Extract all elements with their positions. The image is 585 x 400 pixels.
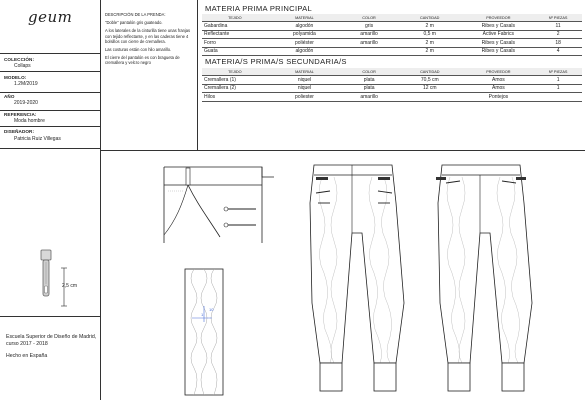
- school-line-1: Escuela Superior de Diseño de Madrid,: [6, 334, 97, 340]
- cell: Amos: [463, 84, 535, 92]
- header-cell: MATERIAL: [268, 68, 342, 76]
- header-cell: Nº PIEZAS: [534, 14, 582, 22]
- model-value: 1.2M/2019: [14, 81, 38, 87]
- cell: Gabardina: [202, 22, 268, 30]
- primary-materials-table: [202, 14, 582, 56]
- cell: Cremallera (1): [202, 76, 268, 84]
- cell: 18: [534, 39, 582, 47]
- cell: amarillo: [341, 30, 397, 38]
- dimension-label-b: 1: [201, 312, 204, 317]
- primary-materials-title: MATERIA PRIMA PRINCIPAL: [205, 4, 313, 13]
- description-title: DESCRIPCIÓN DE LA PRENDA:: [105, 12, 166, 17]
- year-label: AÑO: [4, 94, 15, 99]
- description-divider: [197, 0, 198, 150]
- designer-value: Patricia Ruiz Villegas: [14, 136, 61, 142]
- header-cell: Nº PIEZAS: [534, 68, 582, 76]
- cell: polyamida: [268, 30, 342, 38]
- trousers-front-view: [300, 163, 412, 395]
- cell: [534, 93, 582, 101]
- cell: 0,5 m: [397, 30, 463, 38]
- cell: 2 m: [397, 39, 463, 47]
- cell: 1: [534, 84, 582, 92]
- sidebar-rule-4: [0, 110, 100, 111]
- header-cell: COLOR: [341, 14, 397, 22]
- collection-label: COLECCIÓN:: [4, 57, 35, 62]
- table-header-row: [202, 14, 582, 22]
- garment-description: [105, 12, 193, 69]
- sidebar-rule-5: [0, 126, 100, 127]
- description-p3: Las costuras están con hilo amarillo.: [105, 47, 172, 53]
- cell: 2 m: [397, 47, 463, 55]
- description-p4: El cierre del pantalón es con bragueta de cremallera y velcro negro: [105, 55, 180, 66]
- cell: 11: [534, 22, 582, 30]
- secondary-materials-title: MATERIA/S PRIMA/S SECUNDARIA/S: [205, 57, 347, 66]
- cell: 2: [534, 30, 582, 38]
- cell: [341, 47, 397, 55]
- cell: 12 cm: [397, 84, 463, 92]
- cell: Amos: [463, 76, 535, 84]
- cell: Reflectante: [202, 30, 268, 38]
- cell: niquel: [268, 84, 342, 92]
- header-bottom-rule: [100, 150, 585, 151]
- table-row: [202, 47, 582, 55]
- sidebar-rule-7: [0, 316, 100, 317]
- cell: 70,5 cm: [397, 76, 463, 84]
- header-cell: MATERIAL: [268, 14, 342, 22]
- header-cell: PROVEEDOR: [463, 14, 535, 22]
- cell: Hilos: [202, 93, 268, 101]
- designer-label: DISEÑADOR:: [4, 129, 35, 134]
- cell: Guata: [202, 47, 268, 55]
- cell: Ribes y Casals: [463, 39, 535, 47]
- description-p1: "Doble" pantalón gris guateado.: [105, 20, 163, 26]
- cell: Active Fabrics: [463, 30, 535, 38]
- collection-value: Collaps: [14, 63, 31, 69]
- school-line-2: curso 2017 - 2018: [6, 341, 48, 347]
- reference-label: REFERENCIA:: [4, 112, 37, 117]
- table-row: [202, 84, 582, 92]
- secondary-materials-table: [202, 68, 582, 102]
- cell: 4: [534, 47, 582, 55]
- cell: algodón: [268, 22, 342, 30]
- cell: amarillo: [341, 93, 397, 101]
- made-in: Hecho en España: [6, 353, 48, 359]
- table-header-row: [202, 68, 582, 76]
- cell: 1: [534, 76, 582, 84]
- table-row: [202, 30, 582, 38]
- cell: gris: [341, 22, 397, 30]
- table-row: [202, 39, 582, 47]
- header-cell: TEJIDO: [202, 68, 268, 76]
- cell: 2 m: [397, 22, 463, 30]
- table-row: [202, 93, 582, 101]
- table-row: [202, 76, 582, 84]
- cell: poliéster: [268, 39, 342, 47]
- cell: plata: [341, 76, 397, 84]
- header-cell: TEJIDO: [202, 14, 268, 22]
- quilted-fabric-swatch: [184, 268, 224, 396]
- sidebar-rule-2: [0, 71, 100, 72]
- dimension-label-a: 10: [209, 307, 214, 312]
- header-cell: CANTIDAD: [397, 68, 463, 76]
- header-cell: PROVEEDOR: [463, 68, 535, 76]
- sidebar-divider: [100, 0, 101, 400]
- sidebar-rule-6: [0, 148, 100, 149]
- cell: poliester: [268, 93, 342, 101]
- cell: Ribes y Casals: [463, 22, 535, 30]
- year-value: 2019-2020: [14, 100, 38, 106]
- description-p2: A los laterales de la cinturilla tiene unas franjas con tejido reflectante, y en las caderas tiene 4 bolsillos con cierre de cremallera.: [105, 28, 191, 44]
- model-label: MODELO:: [4, 75, 27, 80]
- trousers-back-view: [428, 163, 540, 395]
- header-cell: COLOR: [341, 68, 397, 76]
- cell: [397, 93, 463, 101]
- reference-value: Moda hombre: [14, 118, 45, 124]
- zipper-pull-icon: [30, 248, 64, 304]
- brand-logo: geum: [28, 8, 73, 26]
- table-row: [202, 22, 582, 30]
- cell: niquel: [268, 76, 342, 84]
- cell: Pontejos: [463, 93, 535, 101]
- cell: Forro: [202, 39, 268, 47]
- cell: Ribes y Casals: [463, 47, 535, 55]
- cell: Cremallera (2): [202, 84, 268, 92]
- sidebar-rule-1: [0, 53, 100, 54]
- zipper-measure: 2,5 cm: [62, 283, 78, 289]
- header-cell: CANTIDAD: [397, 14, 463, 22]
- sidebar-rule-3: [0, 92, 100, 93]
- pocket-detail-drawing: [158, 165, 278, 245]
- cell: amarillo: [341, 39, 397, 47]
- cell: algodón: [268, 47, 342, 55]
- cell: plata: [341, 84, 397, 92]
